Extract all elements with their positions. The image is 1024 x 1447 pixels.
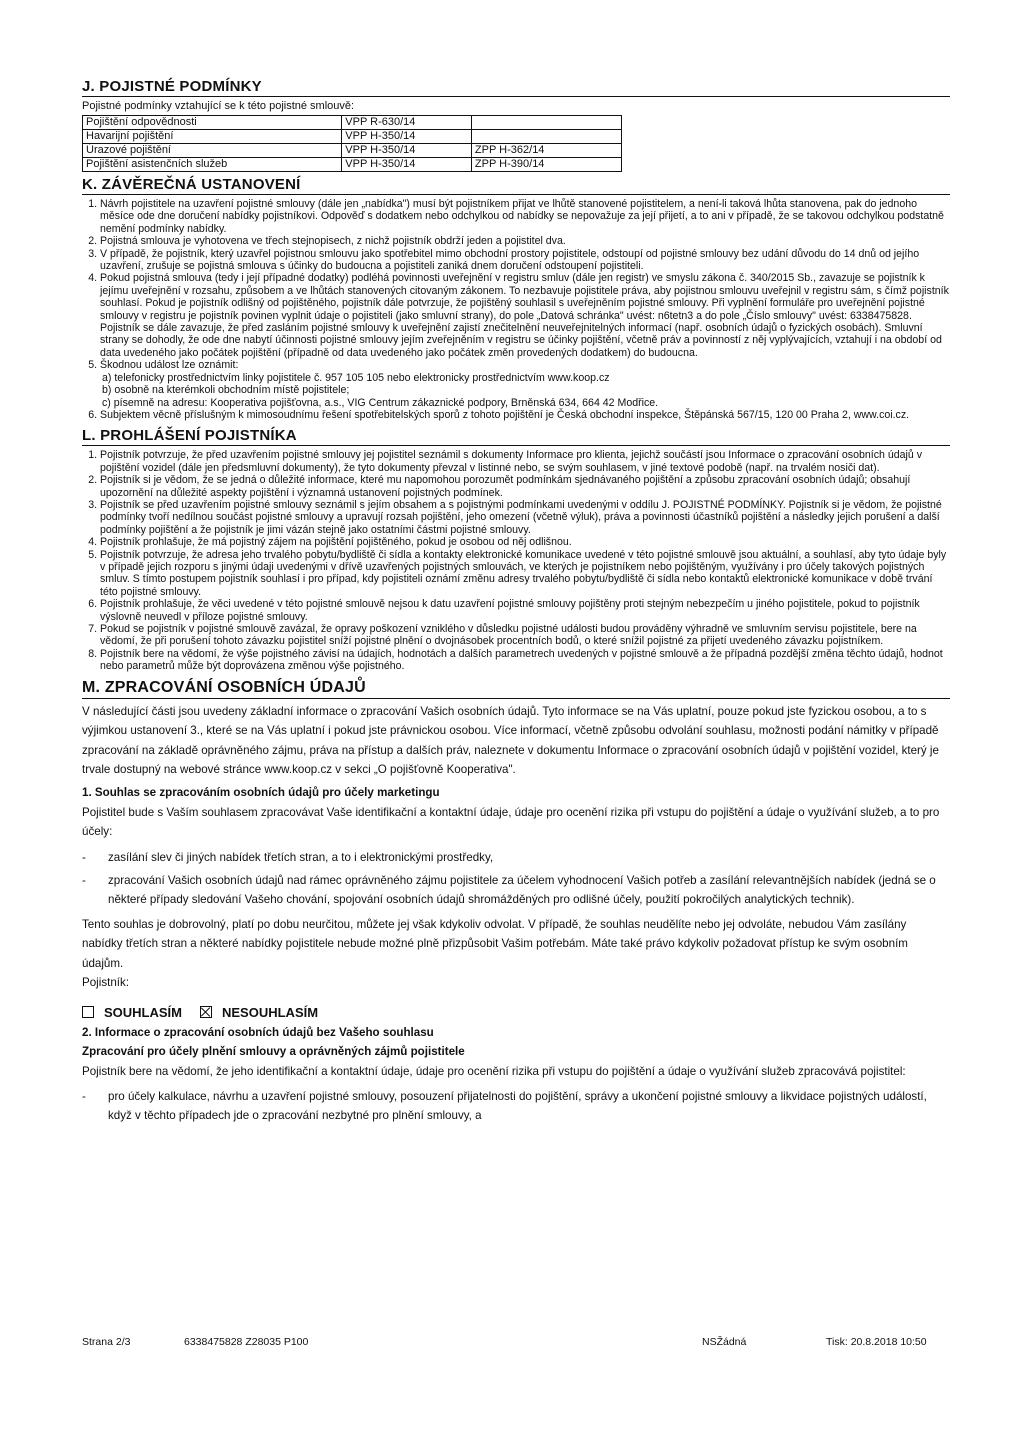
table-row — [83, 144, 622, 158]
table-cell — [471, 130, 621, 144]
list-item: 3. V případě, že pojistník, který uzavřel pojistnou smlouvu jako spotřebitel mimo obchodní prostory pojistitele, odstoupí od pojistné smlouvy bez udání důvodu do 14 dnů od jejího uzavření, zrušuje se pojistná smlouva s účinky do budoucna a pojistiteli zaniká dnem doručení odstoupení pojistiteli. — [100, 248, 950, 273]
list-item: - zasílání slev či jiných nabídek třetích stran, a to i elektronickými prostředky, — [82, 848, 950, 867]
section-j-intro: Pojistné podmínky vztahující se k této pojistné smlouvě: — [82, 100, 355, 112]
table-cell — [471, 116, 621, 130]
page-number: Strana 2/3 — [82, 1336, 131, 1348]
declaration-list — [82, 449, 950, 672]
section-l-heading: L. PROHLÁŠENÍ POJISTNÍKA — [82, 427, 950, 446]
list-item: 1. Návrh pojistitele na uzavření pojistné smlouvy (dále jen „nabídka") musí být pojistníkem přijat ve lhůtě stanovené pojistitelem, a není-li taková lhůta stanovena, pak do jednoho měsíce ode dne doručení nabídky pojistníkovi. Odpověď s dodatkem nebo odchylkou od nabídky se nepovažuje za její přijetí, a to ani v případě, že se takovou odchylkou podstatně nemění podmínky nabídky. — [100, 198, 950, 235]
document-code: 6338475828 Z28035 P100 — [184, 1336, 309, 1348]
consent-choice — [82, 1005, 950, 1020]
list-item: 4. Pokud pojistná smlouva (tedy i její případné dodatky) podléhá povinnosti uveřejnění v registru smluv (dále jen registr) ve smyslu zákona č. 340/2015 Sb., zavazuje se pojistník k jejímu uveřejnění v rozsahu, způsobem a ve lhůtách stanovených citovaným zákonem. To nezbavuje pojistitele práva, aby pojistnou smlouvu uveřejnil v registru sám, s čímž pojistník souhlasí. Pokud je pojistník odlišný od pojištěného, pojistník dále potvrzuje, že pojištěný souhlasil s uveřejněním pojistné smlouvy. Při vyplnění formuláře pro uveřejnění pojistné smlouvy v registru je pojistník povinen vyplnit údaje o pojistiteli (jako smluvní strany), do pole „Datová schránka" uvést: n6tetn3 a do pole „Číslo smlouvy" uvést: 6338475828. Pojistník se dále zavazuje, že před zasláním pojistné smlouvy k uveřejnění zajistí znečitelnění neuveřejnitelných informací (např. osobních údajů o fyzických osobách). Smluvní strany se dohodly, že ode dne nabytí účinnosti pojistné smlouvy jejím zveřejněním v registru se účinky pojištění, včetně práv a povinností z něj vyplývajících, vztahují i na období od data uvedeného jako počátek pojištění (případně od data uvedeného jako počátek změn provedených dodatkem) do budoucna. — [100, 272, 950, 359]
claim-way: c) písemně na adresu: Kooperativa pojišťovna, a.s., VIG Centrum zákaznické podpory, Brněnská 634, 664 42 Modřice. — [102, 396, 659, 409]
claim-intro: Škodnou událost lze oznámit: — [100, 359, 239, 372]
processing-without-consent-heading: 2. Informace o zpracování osobních údajů bez Vašeho souhlasu — [82, 1025, 434, 1039]
agree-checkbox[interactable] — [82, 1006, 94, 1018]
table-cell: VPP H-350/14 — [342, 158, 472, 172]
table-cell: Úrazové pojištění — [83, 144, 342, 158]
table-row — [83, 116, 622, 130]
section-k-heading: K. ZÁVĚREČNÁ USTANOVENÍ — [82, 176, 950, 195]
consent-terms-text: Tento souhlas je dobrovolný, platí po dobu neurčitou, můžete jej však kdykoliv odvolat. V případě, že souhlas neudělíte nebo jej odvoláte, nebudou Vám zasílány nabídky třetích stran a některé nabídky pojistitele nebude možné plně přizpůsobit Vašim potřebám. Máte také právo kdykoliv požadovat přístup ke svým osobním údajům. — [82, 917, 908, 970]
claim-way: a) telefonicky prostřednictvím linky pojistitele č. 957 105 105 nebo elektronicky prostřednictvím www.koop.cz — [102, 371, 610, 384]
marketing-purposes-list — [82, 848, 950, 909]
conditions-table — [82, 115, 622, 172]
disagree-label: NESOUHLASÍM — [222, 1004, 319, 1020]
list-item: 2. Pojistník si je vědom, že se jedná o důležité informace, které mu napomohou porozumět podmínkám sjednávaného pojištění a způsobu zpracování osobních údajů; obsahují upozornění na důležité aspekty pojištění i významná ustanovení pojistných podmínek. — [100, 474, 950, 499]
policyholder-label: Pojistník: — [82, 976, 130, 990]
section-j-heading: J. POJISTNÉ PODMÍNKY — [82, 78, 950, 97]
section-m-heading: M. ZPRACOVÁNÍ OSOBNÍCH ÚDAJŮ — [82, 679, 950, 699]
list-item: 6. Pojistník prohlašuje, že věci uvedené v této pojistné smlouvě nejsou k datu uzavření pojistné smlouvy pojištěny proti stejným nebezpečím u jiného pojistitele, pokud to pojistník výslovně neuvedl v příloze pojistné smlouvy. — [100, 598, 950, 623]
list-item — [100, 359, 950, 409]
table-cell: Pojištění asistenčních služeb — [83, 158, 342, 172]
table-cell: VPP H-350/14 — [342, 144, 472, 158]
contract-purposes-list — [82, 1087, 950, 1125]
claim-way: b) osobně na kterémkoli obchodním místě pojistitele; — [102, 384, 350, 397]
section-m-intro: V následující části jsou uvedeny základní informace o zpracování Vašich osobních údajů. Tyto informace se na Vás uplatní, pouze pokud jste fyzickou osobou, a to s výjimkou ustanovení 3., které se na Vás uplatní i pokud jste právnickou osobou. Více informací, včetně způsobu odvolání souhlasu, možnosti podání námitky v případě zpracování na základě oprávněného zájmu, práva na přístup a dalších práv, naleznete v dokumentu Informace o zpracování osobních údajů v pojištění vozidel, který je trvale dostupný na webové stránce www.koop.cz v sekci „O pojišťovně Kooperativa". — [82, 704, 939, 777]
marketing-consent-heading: 1. Souhlas se zpracováním osobních údajů pro účely marketingu — [82, 785, 440, 799]
contract-processing-text: Pojistník bere na vědomí, že jeho identifikační a kontaktní údaje, údaje pro ocenění rizika při vstupu do pojištění a údaje o využívání služeb zpracovává pojistitel: — [82, 1064, 906, 1078]
final-provisions-list — [82, 198, 950, 421]
table-cell: ZPP H-390/14 — [471, 158, 621, 172]
table-cell: VPP R-630/14 — [342, 116, 472, 130]
table-cell: ZPP H-362/14 — [471, 144, 621, 158]
table-cell: VPP H-350/14 — [342, 130, 472, 144]
table-cell: Havarijní pojištění — [83, 130, 342, 144]
list-item: 7. Pokud se pojistník v pojistné smlouvě zavázal, že opravy poškození vzniklého v důsledku pojistné události budou prováděny výhradně ve smluvním servisu pojistitele, bere na vědomí, že při porušení tohoto závazku pojistitel sníží pojistné plnění o dvojnásobek procentních bodů, o které snížil pojistné za přijetí uvedeného závazku pojistníkem. — [100, 623, 950, 648]
table-cell: Pojištění odpovědnosti — [83, 116, 342, 130]
list-item: 8. Pojistník bere na vědomí, že výše pojistného závisí na údajích, hodnotách a dalších parametrech uvedených v pojistné smlouvě a že případná pozdější změna těchto údajů, hodnot nebo parametrů může být doprovázena změnou výše pojistného. — [100, 648, 950, 673]
print-timestamp: Tisk: 20.8.2018 10:50 — [826, 1336, 927, 1348]
list-item: 5. Pojistník potvrzuje, že adresa jeho trvalého pobytu/bydliště či sídla a kontakty elektronické komunikace uvedené v této pojistné smlouvě jsou aktuální, a souhlasí, aby tyto údaje byly v případě jejich rozporu s jinými údaji uvedenými v dřívě uzavřených pojistných smlouvách, ve kterých je pojistníkem nebo pojištěným, využívány i pro účely takových pojistných smluv. S tímto postupem pojistník souhlasí i pro případ, kdy pojistiteli oznámí změnu adresy trvalého pobytu/bydliště či sídla nebo kontaktů elektronické komunikace v době trvání této pojistné smlouvy. — [100, 549, 950, 599]
list-item: 4. Pojistník prohlašuje, že má pojistný zájem na pojištění pojištěného, pokud je osobou od něj odlišnou. — [100, 536, 950, 548]
list-item: 3. Pojistník se před uzavřením pojistné smlouvy seznámil s jejím obsahem a s pojistnými podmínkami uvedenými v oddílu J. POJISTNÉ PODMÍNKY. Pojistník si je vědom, že pojistné podmínky tvoří nedílnou součást pojistné smlouvy a upravují rozsah pojištění, jeho omezení (včetně výluk), práva a povinnosti účastníků pojištění a následky jejich porušení a další podmínky pojištění a že pojistník je jimi vázán stejně jako ostatními částmi pojistné smlouvy. — [100, 499, 950, 536]
marketing-consent-text: Pojistitel bude s Vaším souhlasem zpracovávat Vaše identifikační a kontaktní údaje, údaje pro ocenění rizika při vstupu do pojištění a údaje o využívání služeb, a to pro účely: — [82, 805, 940, 839]
list-item: 2. Pojistná smlouva je vyhotovena ve třech stejnopisech, z nichž pojistník obdrží jeden a pojistitel dva. — [100, 235, 950, 247]
table-row — [83, 158, 622, 172]
ns-label: NSŽádná — [702, 1336, 747, 1348]
list-item: 1. Pojistník potvrzuje, že před uzavřením pojistné smlouvy jej pojistitel seznámil s dokumenty Informace pro klienta, jejichž součástí jsou Informace o zpracování osobních údajů v pojištění vozidel (dále jen předsmluvní dokumenty), že tyto dokumenty převzal v listinné nebo, se svým souhlasem, v jiné textové podobě (např. na trvalém nosiči dat). — [100, 449, 950, 474]
list-item: - zpracování Vašich osobních údajů nad rámec oprávněného zájmu pojistitele za účelem vyhodnocení Vašich potřeb a zasílání relevantnějších nabídek (jedná se o některé případy sledování Vašeho chování, spojování osobních údajů shromážděných pro odlišné účely, použití pokročilých analytických technik). — [82, 871, 950, 909]
agree-label: SOUHLASÍM — [104, 1004, 182, 1020]
disagree-checkbox[interactable] — [200, 1006, 212, 1018]
document-body — [82, 78, 950, 1131]
table-row — [83, 130, 622, 144]
contract-processing-heading: Zpracování pro účely plnění smlouvy a oprávněných zájmů pojistitele — [82, 1044, 465, 1058]
list-item: 6. Subjektem věcně příslušným k mimosoudnímu řešení spotřebitelských sporů z tohoto pojištění je Česká obchodní inspekce, Štěpánská 567/15, 120 00 Praha 2, www.coi.cz. — [100, 409, 950, 421]
list-item: - pro účely kalkulace, návrhu a uzavření pojistné smlouvy, posouzení přijatelnosti do pojištění, správy a ukončení pojistné smlouvy a likvidace pojistných událostí, když v těchto případech jde o zpracování nezbytné pro plnění smlouvy, a — [82, 1087, 950, 1125]
